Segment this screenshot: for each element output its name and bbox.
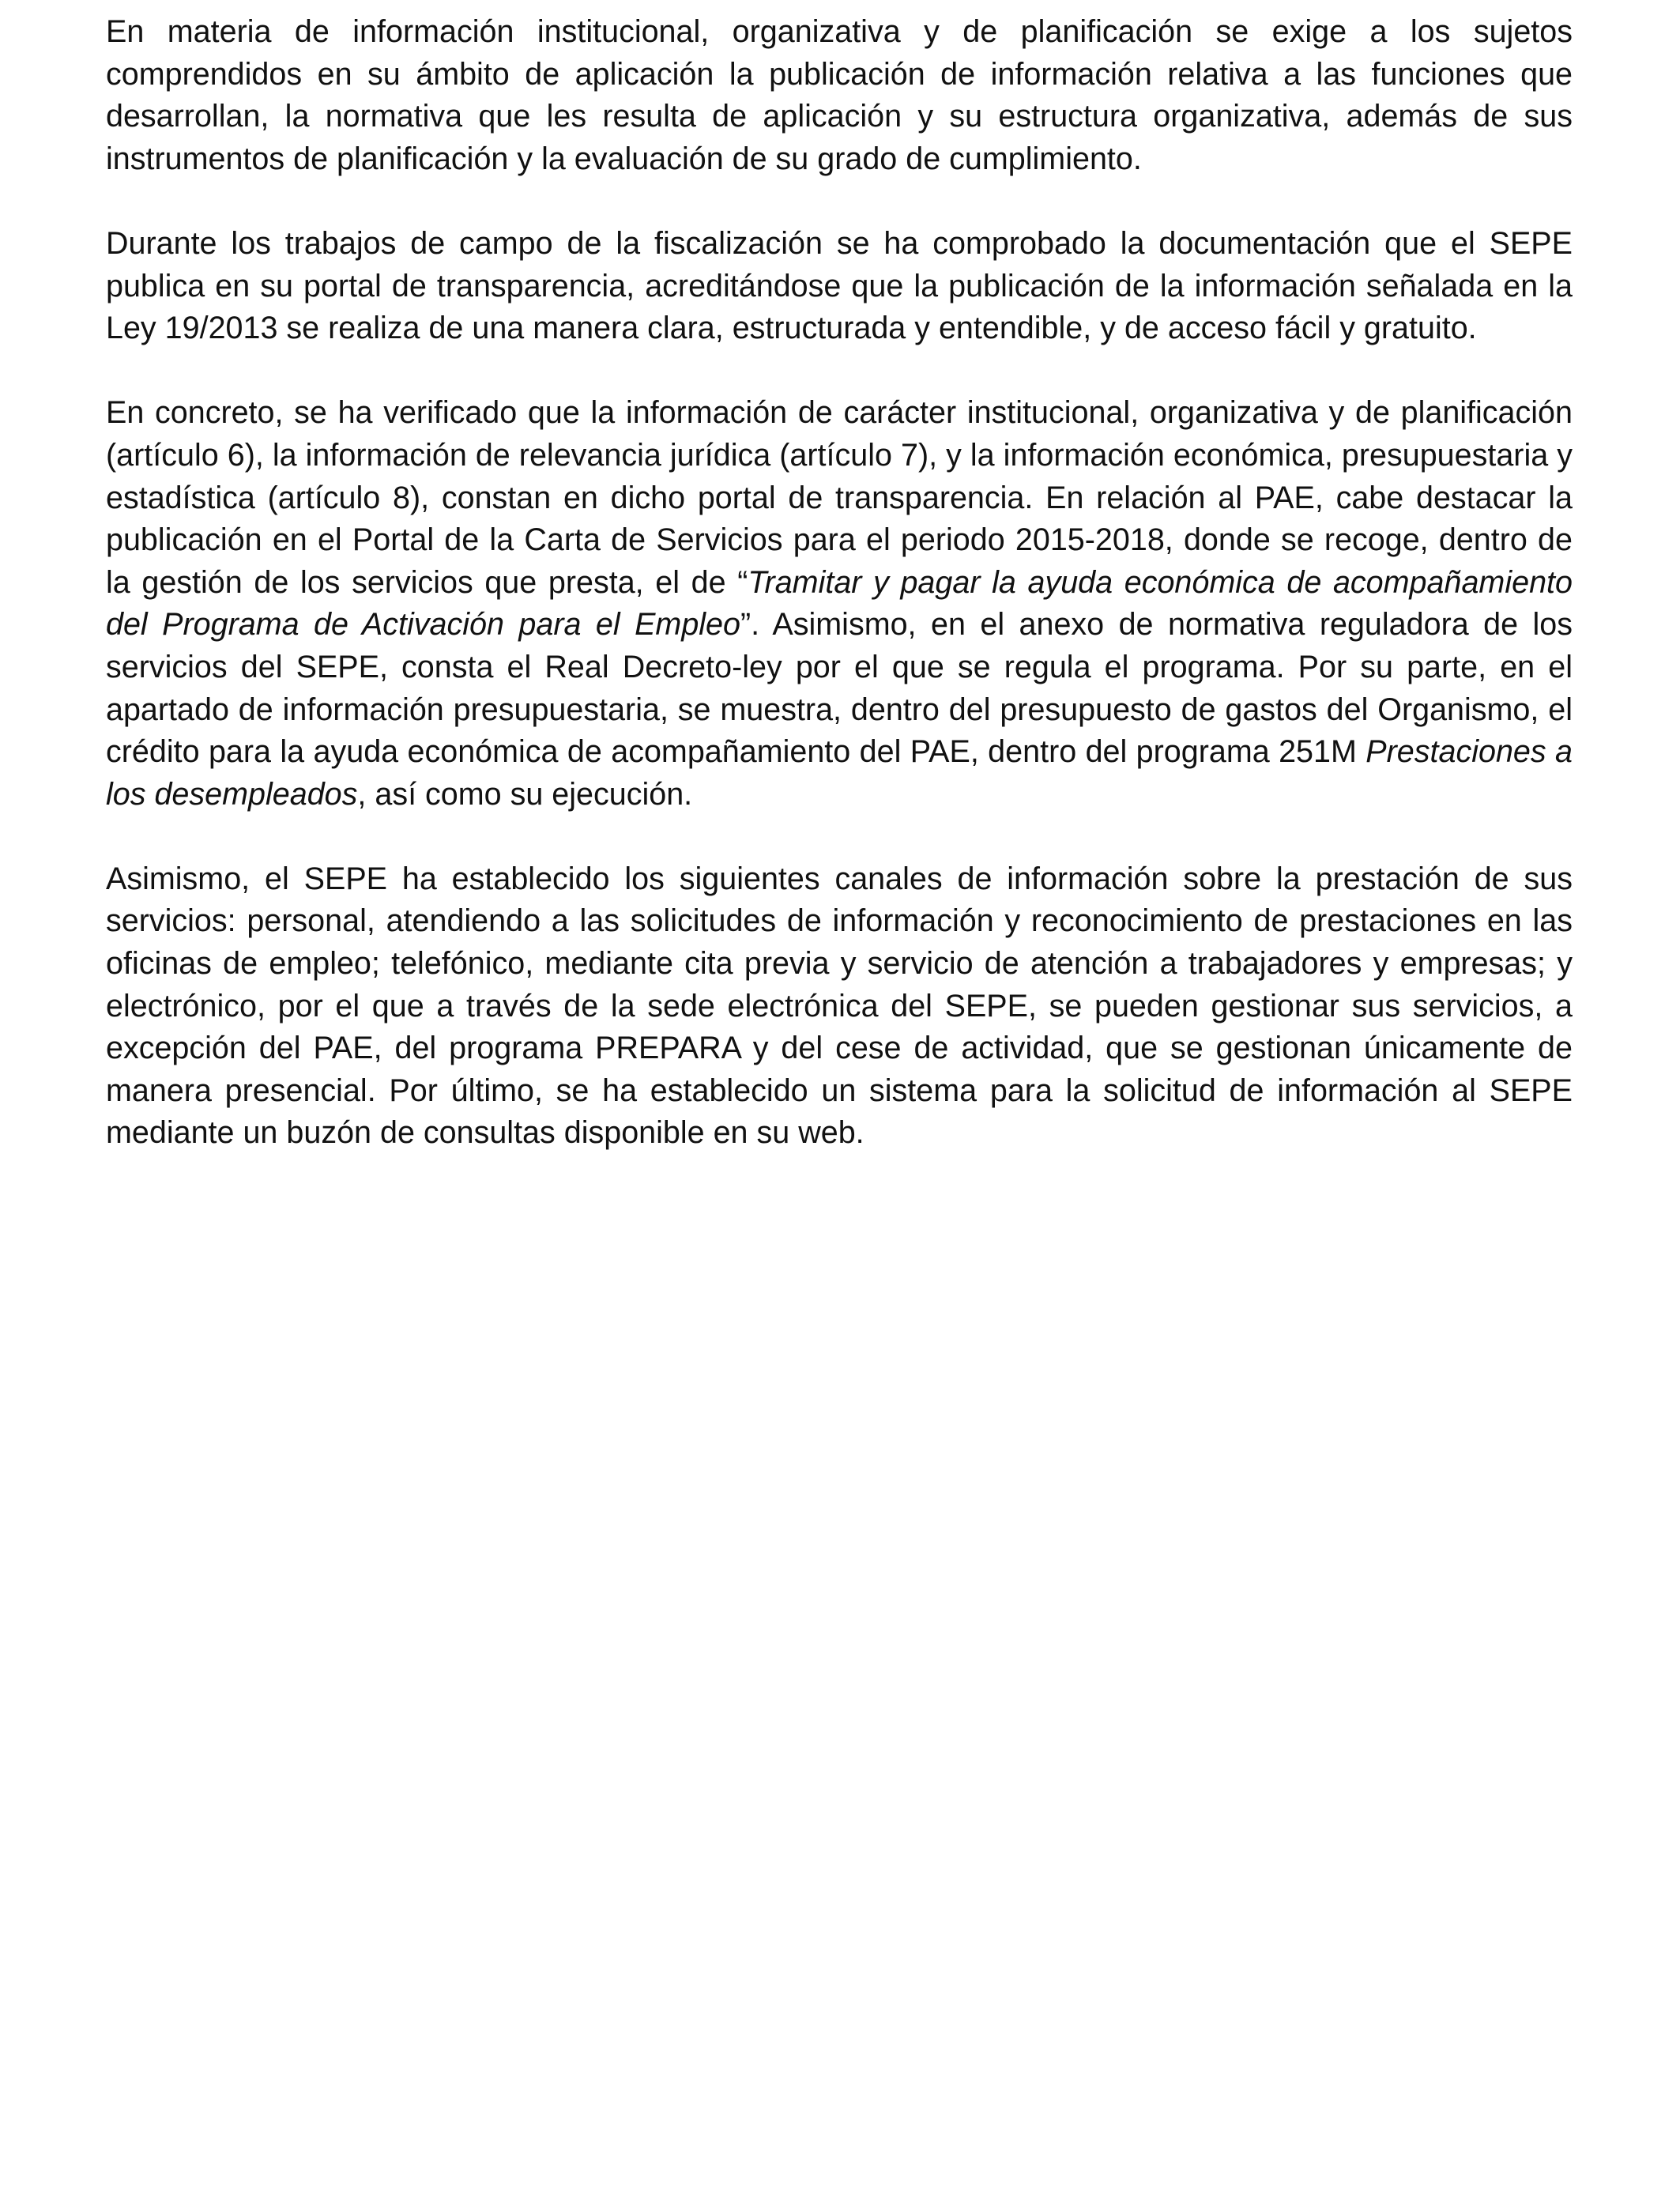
paragraph-3 [106, 392, 1573, 816]
paragraph-text: En concreto, se ha verificado que la información de carácter institucional, organizativa y de planificación (artículo 6), la información de relevancia jurídica (artículo 7), y la información económica, presupuestaria y estadística (artículo 8), constan en dicho portal de transparencia. En relación al PAE, cabe destacar la publicación en el Portal de la Carta de Servicios para el periodo 2015-2018, donde se recoge, dentro de la gestión de los servicios que presta, el de “ [106, 395, 1573, 600]
paragraph-2 [106, 223, 1573, 350]
paragraph-1 [106, 11, 1573, 180]
paragraph-text: ”. Asimismo, en el anexo de normativa reguladora de los servicios del SEPE, consta el Real Decreto-ley por el que se regula el programa. Por su parte, en el apartado de información presupuestaria, se muestra, dentro del presupuesto de gastos del Organismo, el crédito para la ayuda económica de acompañamiento del PAE, dentro del programa 251M [106, 607, 1573, 770]
service-name-italic: Tramitar y pagar la ayuda económica de acompañamiento del Programa de Activación para el Empleo [106, 564, 1573, 643]
program-name-italic: Prestaciones a los desempleados [106, 734, 1573, 812]
paragraph-4 [106, 858, 1573, 1155]
paragraph-text: Durante los trabajos de campo de la fiscalización se ha comprobado la documentación que el SEPE publica en su portal de transparencia, acreditándose que la publicación de la información señalada en la Ley 19/2013 se realiza de una manera clara, estructurada y entendible, y de acceso fácil y gratuito. [106, 225, 1573, 346]
paragraph-text: En materia de información institucional, organizativa y de planificación se exige a los sujetos comprendidos en su ámbito de aplicación la publicación de información relativa a las funciones que desarrollan, la normativa que les resulta de aplicación y su estructura organizativa, además de sus instrumentos de planificación y la evaluación de su grado de cumplimiento. [106, 14, 1573, 176]
paragraph-text: Asimismo, el SEPE ha establecido los siguientes canales de información sobre la prestación de sus servicios: personal, atendiendo a las solicitudes de información y reconocimiento de prestaciones en las oficinas de empleo; telefónico, mediante cita previa y servicio de atención a trabajadores y empresas; y electrónico, por el que a través de la sede electrónica del SEPE, se pueden gestionar sus servicios, a excepción del PAE, del programa PREPARA y del cese de actividad, que se gestionan únicamente de manera presencial. Por último, se ha establecido un sistema para la solicitud de información al SEPE mediante un buzón de consultas disponible en su web. [106, 861, 1573, 1151]
paragraph-text: , así como su ejecución. [357, 776, 693, 812]
document-body [106, 11, 1573, 1155]
